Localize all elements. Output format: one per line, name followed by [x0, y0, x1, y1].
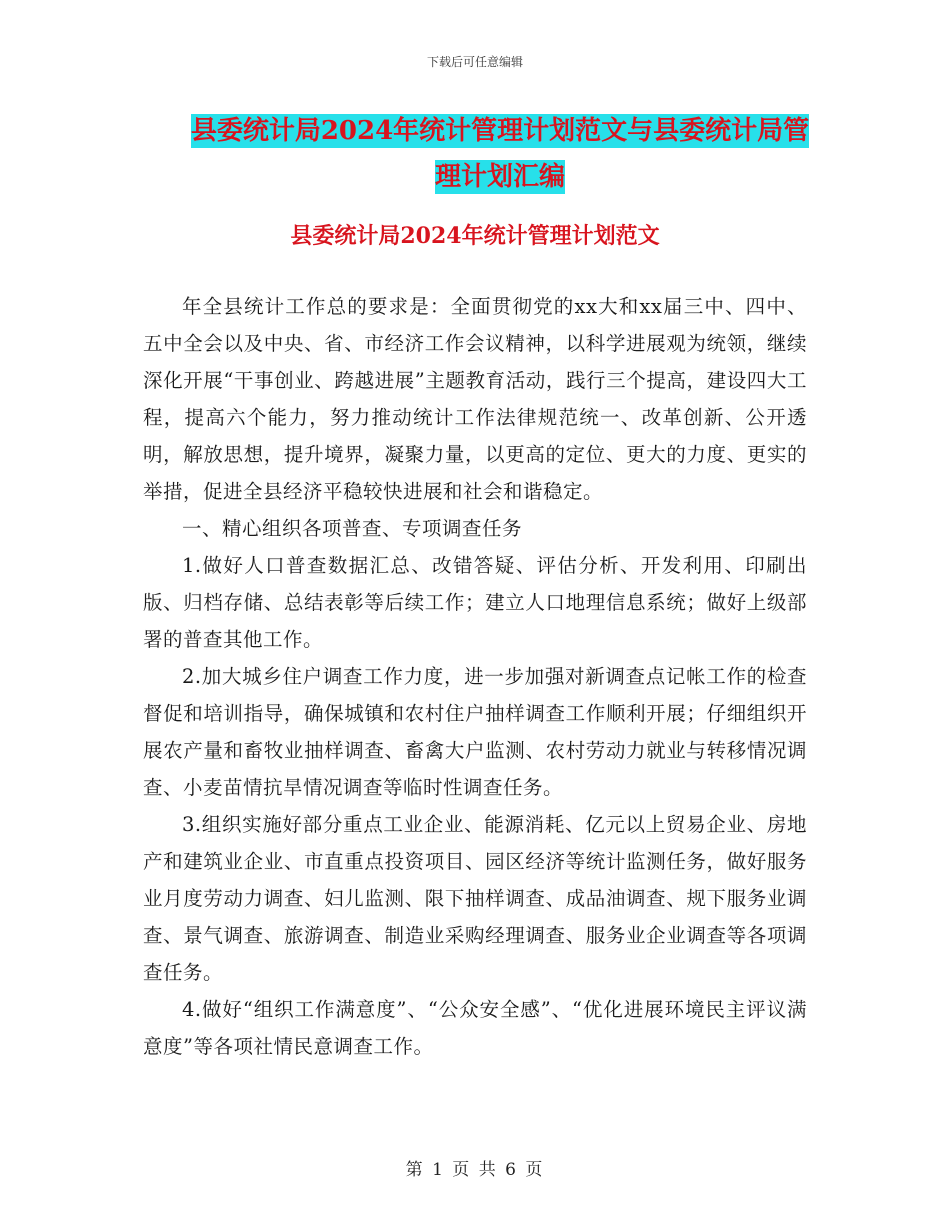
- paragraph-item-2: 2.加大城乡住户调查工作力度，进一步加强对新调查点记帐工作的检查督促和培训指导，确保城镇和农村住户抽样调查工作顺利开展；仔细组织开展农产量和畜牧业抽样调查、畜禽大户监测、农村劳动力就业与转移情况调查、小麦苗情抗旱情况调查等临时性调查任务。: [143, 665, 807, 799]
- document-title-line-1: 县委统计局2024年统计管理计划范文与县委统计局管: [190, 116, 810, 146]
- paragraph-item-3: 3.组织实施好部分重点工业企业、能源消耗、亿元以上贸易企业、房地产和建筑业企业、市直重点投资项目、园区经济等统计监测任务，做好服务业月度劳动力调查、妇儿监测、限下抽样调查、成品油调查、规下服务业调查、景气调查、旅游调查、制造业采购经理调查、服务业企业调查等各项调查任务。: [143, 813, 807, 984]
- document-body: [143, 288, 807, 1065]
- section-title: 县委统计局2024年统计管理计划范文: [290, 223, 660, 249]
- paragraph-intro: 年全县统计工作总的要求是：全面贯彻党的xx大和xx届三中、四中、五中全会以及中央、省、市经济工作会议精神，以科学进展观为统领，继续深化开展“干事创业、跨越进展”主题教育活动，践行三个提高，建设四大工程，提高六个能力，努力推动统计工作法律规范统一、改革创新、公开透明，解放思想，提升境界，凝聚力量，以更高的定位、更大的力度、更实的举措，促进全县经济平稳较快进展和社会和谐稳定。: [143, 295, 807, 503]
- paragraph-item-4: 4.做好“组织工作满意度”、“公众安全感”、“优化进展环境民主评议满意度”等各项社情民意调查工作。: [143, 998, 807, 1058]
- header-note: 下载后可任意编辑: [426, 55, 523, 69]
- paragraph-item-1: 1.做好人口普查数据汇总、改错答疑、评估分析、开发利用、印刷出版、归档存储、总结表彰等后续工作；建立人口地理信息系统；做好上级部署的普查其他工作。: [143, 554, 807, 651]
- paragraph-heading-1: 一、精心组织各项普查、专项调查任务: [182, 517, 523, 540]
- document-title: [150, 108, 850, 200]
- document-title-line-2: 理计划汇编: [434, 162, 565, 192]
- page-footer: 第 1 页 共 6 页: [405, 1160, 545, 1180]
